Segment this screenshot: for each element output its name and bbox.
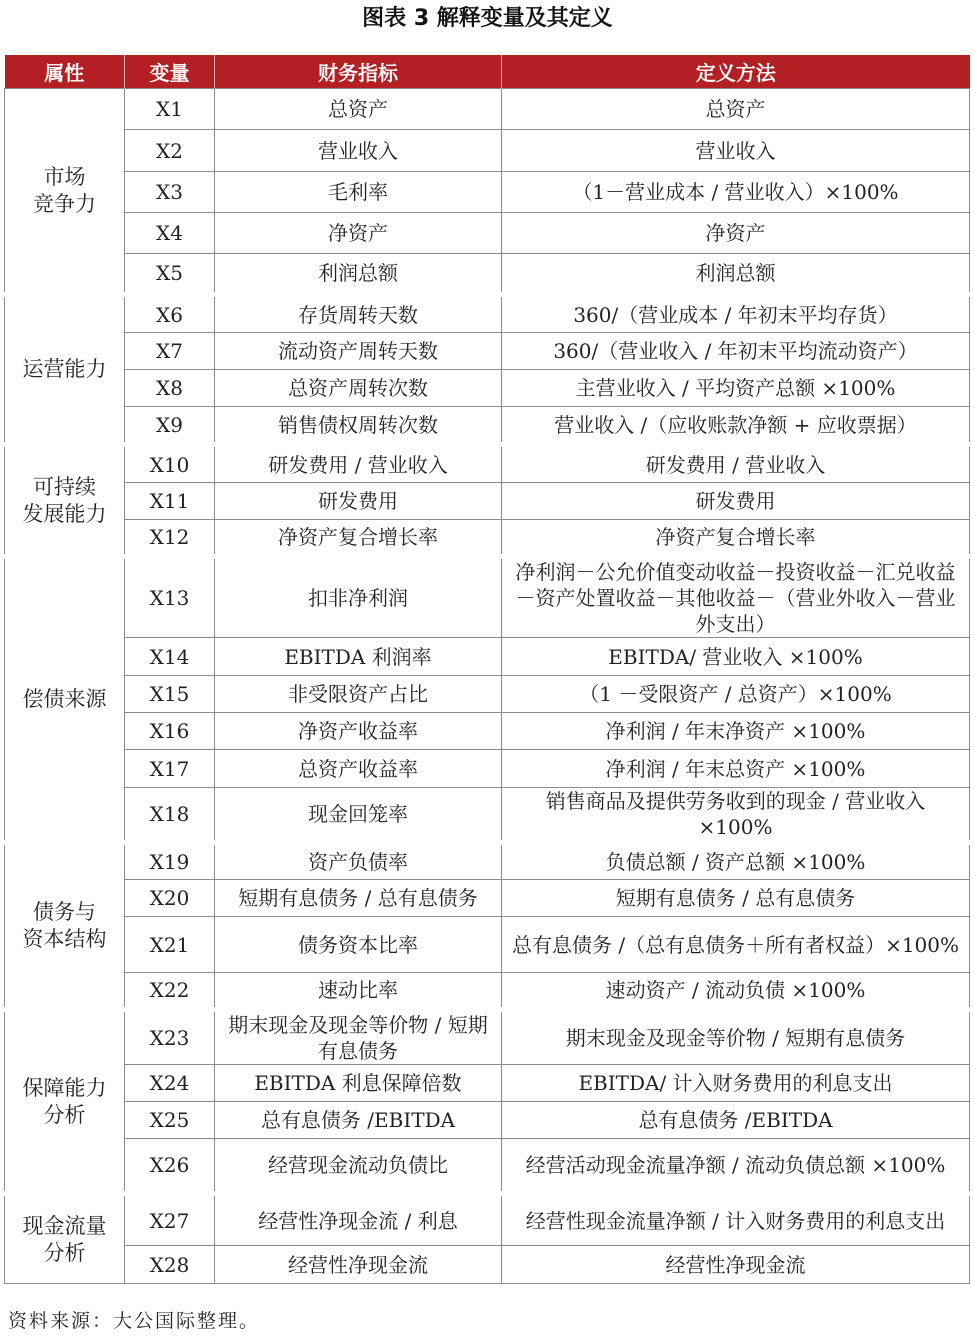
definition-cell: 经营性现金流量净额 / 计入财务费用的利息支出 — [502, 1194, 970, 1246]
variable-cell: X24 — [125, 1065, 215, 1102]
variable-cell: X22 — [125, 973, 215, 1010]
metric-cell: 净资产收益率 — [215, 713, 502, 750]
table-row — [5, 89, 970, 130]
variable-cell: X13 — [125, 557, 215, 638]
definition-cell: 负债总额 / 资产总额 ×100% — [502, 843, 970, 880]
header-def: 定义方法 — [502, 55, 970, 89]
table-row — [5, 973, 970, 1010]
variable-cell: X25 — [125, 1102, 215, 1139]
variable-cell: X26 — [125, 1139, 215, 1194]
definition-cell: 360/（营业成本 / 年初末平均存货） — [502, 295, 970, 333]
table-row — [5, 1010, 970, 1065]
metric-cell: 研发费用 — [215, 483, 502, 520]
table-row — [5, 1102, 970, 1139]
definition-cell: 总有息债务 /EBITDA — [502, 1102, 970, 1139]
metric-cell: 毛利率 — [215, 172, 502, 213]
metric-cell: 存货周转天数 — [215, 295, 502, 333]
variable-cell: X27 — [125, 1194, 215, 1246]
definition-cell: EBITDA/ 营业收入 ×100% — [502, 638, 970, 676]
attribute-cell: 债务与 资本结构 — [5, 843, 125, 1010]
attribute-cell: 保障能力 分析 — [5, 1010, 125, 1194]
definition-cell: 净利润 / 年末总资产 ×100% — [502, 750, 970, 788]
table-row — [5, 1194, 970, 1246]
attribute-cell: 运营能力 — [5, 295, 125, 445]
metric-cell: 非受限资产占比 — [215, 676, 502, 713]
metric-cell: 经营现金流动负债比 — [215, 1139, 502, 1194]
definition-cell: 利润总额 — [502, 254, 970, 295]
metric-cell: 净资产 — [215, 213, 502, 254]
metric-cell: 经营性净现金流 / 利息 — [215, 1194, 502, 1246]
attribute-cell: 市场 竞争力 — [5, 89, 125, 295]
table-row — [5, 676, 970, 713]
header-metric: 财务指标 — [215, 55, 502, 89]
metric-cell: EBITDA 利息保障倍数 — [215, 1065, 502, 1102]
table-header-row — [5, 55, 970, 89]
definition-cell: 主营业收入 / 平均资产总额 ×100% — [502, 370, 970, 407]
variable-cell: X2 — [125, 130, 215, 172]
table-row — [5, 370, 970, 407]
variable-cell: X12 — [125, 520, 215, 557]
table-row — [5, 638, 970, 676]
variable-cell: X23 — [125, 1010, 215, 1065]
table-row — [5, 1065, 970, 1102]
table-row — [5, 750, 970, 788]
definition-cell: 360/（营业收入 / 年初末平均流动资产） — [502, 333, 970, 370]
table-row — [5, 880, 970, 917]
metric-cell: 现金回笼率 — [215, 788, 502, 843]
definition-cell: 期末现金及现金等价物 / 短期有息债务 — [502, 1010, 970, 1065]
definition-cell: 营业收入 /（应收账款净额 + 应收票据） — [502, 407, 970, 445]
metric-cell: 经营性净现金流 — [215, 1246, 502, 1284]
variable-cell: X5 — [125, 254, 215, 295]
definition-cell: 总资产 — [502, 89, 970, 130]
variable-cell: X28 — [125, 1246, 215, 1284]
definition-cell: 营业收入 — [502, 130, 970, 172]
metric-cell: 总资产周转次数 — [215, 370, 502, 407]
definition-cell: 经营活动现金流量净额 / 流动负债总额 ×100% — [502, 1139, 970, 1194]
definition-cell: 净利润－公允价值变动收益－投资收益－汇兑收益－资产处置收益－其他收益－（营业外收入－营业外支出） — [502, 557, 970, 638]
metric-cell: 销售债权周转次数 — [215, 407, 502, 445]
table-body — [5, 89, 970, 1284]
metric-cell: 短期有息债务 / 总有息债务 — [215, 880, 502, 917]
definition-cell: 净利润 / 年末净资产 ×100% — [502, 713, 970, 750]
metric-cell: 期末现金及现金等价物 / 短期有息债务 — [215, 1010, 502, 1065]
table-row — [5, 1246, 970, 1284]
definition-cell: 销售商品及提供劳务收到的现金 / 营业收入 ×100% — [502, 788, 970, 843]
attribute-cell: 现金流量 分析 — [5, 1194, 125, 1284]
variable-cell: X8 — [125, 370, 215, 407]
table-row — [5, 483, 970, 520]
variables-table — [4, 55, 970, 1284]
attribute-cell: 偿债来源 — [5, 557, 125, 843]
metric-cell: 债务资本比率 — [215, 917, 502, 973]
metric-cell: 资产负债率 — [215, 843, 502, 880]
table-row — [5, 843, 970, 880]
table-row — [5, 557, 970, 638]
table-row — [5, 407, 970, 445]
metric-cell: 扣非净利润 — [215, 557, 502, 638]
table-row — [5, 520, 970, 557]
definition-cell: 净资产 — [502, 213, 970, 254]
definition-cell: 经营性净现金流 — [502, 1246, 970, 1284]
variable-cell: X18 — [125, 788, 215, 843]
table-row — [5, 333, 970, 370]
metric-cell: 总资产收益率 — [215, 750, 502, 788]
table-row — [5, 788, 970, 843]
variable-cell: X3 — [125, 172, 215, 213]
variable-cell: X11 — [125, 483, 215, 520]
definition-cell: 速动资产 / 流动负债 ×100% — [502, 973, 970, 1010]
table-row — [5, 1139, 970, 1194]
table-row — [5, 254, 970, 295]
definition-cell: （1－营业成本 / 营业收入）×100% — [502, 172, 970, 213]
metric-cell: 净资产复合增长率 — [215, 520, 502, 557]
attribute-cell: 可持续 发展能力 — [5, 445, 125, 557]
variable-cell: X9 — [125, 407, 215, 445]
definition-cell: （1 －受限资产 / 总资产）×100% — [502, 676, 970, 713]
variable-cell: X20 — [125, 880, 215, 917]
definition-cell: 研发费用 / 营业收入 — [502, 445, 970, 483]
variable-cell: X17 — [125, 750, 215, 788]
variable-cell: X7 — [125, 333, 215, 370]
metric-cell: 总资产 — [215, 89, 502, 130]
header-var: 变量 — [125, 55, 215, 89]
definition-cell: EBITDA/ 计入财务费用的利息支出 — [502, 1065, 970, 1102]
table-row — [5, 172, 970, 213]
table-row — [5, 917, 970, 973]
definition-cell: 净资产复合增长率 — [502, 520, 970, 557]
variable-cell: X4 — [125, 213, 215, 254]
table-row — [5, 130, 970, 172]
table-row — [5, 713, 970, 750]
variable-cell: X6 — [125, 295, 215, 333]
variable-cell: X15 — [125, 676, 215, 713]
variable-cell: X14 — [125, 638, 215, 676]
definition-cell: 研发费用 — [502, 483, 970, 520]
variable-cell: X1 — [125, 89, 215, 130]
page-title: 图表 3 解释变量及其定义 — [362, 6, 613, 31]
variable-cell: X16 — [125, 713, 215, 750]
metric-cell: 营业收入 — [215, 130, 502, 172]
metric-cell: 总有息债务 /EBITDA — [215, 1102, 502, 1139]
metric-cell: 速动比率 — [215, 973, 502, 1010]
metric-cell: 流动资产周转天数 — [215, 333, 502, 370]
variable-cell: X10 — [125, 445, 215, 483]
variable-cell: X21 — [125, 917, 215, 973]
metric-cell: EBITDA 利润率 — [215, 638, 502, 676]
header-attr: 属性 — [5, 55, 125, 89]
metric-cell: 研发费用 / 营业收入 — [215, 445, 502, 483]
definition-cell: 短期有息债务 / 总有息债务 — [502, 880, 970, 917]
table-row — [5, 295, 970, 333]
table-row — [5, 213, 970, 254]
source-note: 资料来源：大公国际整理。 — [8, 1310, 261, 1332]
definition-cell: 总有息债务 /（总有息债务＋所有者权益）×100% — [502, 917, 970, 973]
variable-cell: X19 — [125, 843, 215, 880]
metric-cell: 利润总额 — [215, 254, 502, 295]
table-row — [5, 445, 970, 483]
